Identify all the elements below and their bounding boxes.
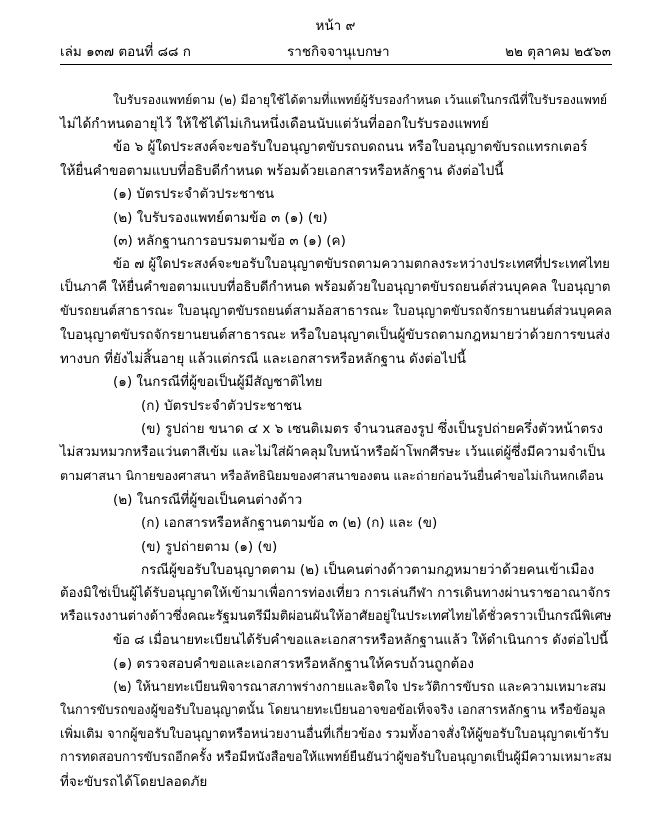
sub-list-item: (ข) รูปถ่ายตาม (๑) (ข) — [141, 539, 278, 555]
paragraph-line: ไม่สวมหมวกหรือแว่นตาสีเข้ม และไม่ใส่ผ้าคลุมใบหน้าหรือผ้าโพกศีรษะ เว้นแต่ผู้ซึ่งมีความจำเป็น — [60, 445, 606, 460]
paragraph-line: ขับรถยนต์สาธารณะ ใบอนุญาตขับรถยนต์สามล้อสาธารณะ ใบอนุญาตขับรถจักรยานยนต์ส่วนบุคคล — [60, 304, 612, 319]
list-item: (๑) ตรวจสอบคำขอและเอกสารหรือหลักฐานให้ครบถ้วนถูกต้อง — [113, 656, 474, 672]
page-number: หน้า ๙ — [315, 18, 356, 34]
header-rule — [60, 64, 612, 65]
gazette-date: ๒๒ ตุลาคม ๒๕๖๓ — [505, 44, 611, 60]
paragraph-line: การทดสอบการขับรถอีกครั้ง หรือมีหนังสือขอให้แพทย์ยืนยันว่าผู้ขอรับใบอนุญาตเป็นผู้มีความเหมาะสม — [60, 750, 612, 765]
paragraph-line: ต้องมิใช่เป็นผู้ได้รับอนุญาตให้เข้ามาเพื่อการท่องเที่ยว การเล่นกีฬา การเดินทางผ่านราชอาณาจักร — [60, 586, 611, 601]
paragraph-line: เป็นภาคี ให้ยื่นคำขอตามแบบที่อธิบดีกำหนด พร้อมด้วยใบอนุญาตขับรถยนต์ส่วนบุคคล ใบอนุญาต — [60, 280, 611, 295]
paragraph-line: ที่จะขับรถได้โดยปลอดภัย — [60, 774, 208, 790]
paragraph-line: กรณีผู้ขอรับใบอนุญาตตาม (๒) เป็นคนต่างด้าวตามกฎหมายว่าด้วยคนเข้าเมือง — [141, 562, 595, 578]
gazette-volume: เล่ม ๑๓๗ ตอนที่ ๘๘ ก — [60, 44, 191, 60]
list-item: (๑) บัตรประจำตัวประชาชน — [113, 186, 275, 202]
list-item: (๒) ให้นายทะเบียนพิจารณาสภาพร่างกายและจิตใจ ประวัติการขับรถ และความเหมาะสม — [113, 680, 607, 695]
paragraph-line: ใบรับรองแพทย์ตาม (๒) มีอายุใช้ได้ตามที่แพทย์ผู้รับรองกำหนด เว้นแต่ในกรณีที่ใบรับรองแพทย์ — [113, 93, 608, 107]
list-item: (๓) หลักฐานการอบรมตามข้อ ๓ (๑) (ค) — [113, 233, 346, 249]
paragraph-line: ให้ยื่นคำขอตามแบบที่อธิบดีกำหนด พร้อมด้วยเอกสารหรือหลักฐาน ดังต่อไปนี้ — [60, 163, 504, 179]
paragraph-line: ใบอนุญาตขับรถจักรยานยนต์สาธารณะ หรือใบอนุญาตเป็นผู้ขับรถตามกฎหมายว่าด้วยการขนส่ง — [60, 327, 611, 343]
paragraph-line: ในการขับรถของผู้ขอรับใบอนุญาตนั้น โดยนายทะเบียนอาจขอข้อเท็จจริง เอกสารหลักฐาน หรือข้อมูล — [60, 703, 606, 718]
clause-6-heading: ข้อ ๖ ผู้ใดประสงค์จะขอรับใบอนุญาตขับรถบดถนน หรือใบอนุญาตขับรถแทรกเตอร์ — [113, 139, 588, 155]
paragraph-line: ไม่ได้กำหนดอายุไว้ ให้ใช้ได้ไม่เกินหนึ่งเดือนนับแต่วันที่ออกใบรับรองแพทย์ — [60, 116, 489, 132]
paragraph-line: เพิ่มเติม จากผู้ขอรับใบอนุญาตหรือหน่วยงานอื่นที่เกี่ยวข้อง รวมทั้งอาจสั่งให้ผู้ขอรับใบอนุญาตเข้ารับ — [60, 727, 609, 742]
clause-7-heading: ข้อ ๗ ผู้ใดประสงค์จะขอรับใบอนุญาตขับรถตามความตกลงระหว่างประเทศที่ประเทศไทย — [113, 257, 610, 272]
sub-list-item: (ก) เอกสารหรือหลักฐานตามข้อ ๓ (๒) (ก) และ (ข) — [141, 515, 438, 531]
paragraph-line: หรือแรงงานต่างด้าวซึ่งคณะรัฐมนตรีมีมติผ่อนผันให้อาศัยอยู่ในประเทศไทยได้ชั่วคราวเป็นกรณีพิเศษ — [60, 609, 612, 624]
sub-list-item: (ข) รูปถ่าย ขนาด ๔ x ๖ เซนติเมตร จำนวนสองรูป ซึ่งเป็นรูปถ่ายครึ่งตัวหน้าตรง — [141, 421, 603, 437]
sub-list-item: (ก) บัตรประจำตัวประชาชน — [141, 398, 302, 414]
list-item: (๒) ใบรับรองแพทย์ตามข้อ ๓ (๑) (ข) — [113, 210, 328, 226]
paragraph-line: ตามศาสนา นิกายของศาสนา หรือลัทธินิยมของศาสนาของตน และถ่ายก่อนวันยื่นคำขอไม่เกินหกเดือน — [60, 468, 604, 483]
gazette-title: ราชกิจจานุเบกษา — [287, 44, 390, 60]
list-item: (๒) ในกรณีที่ผู้ขอเป็นคนต่างด้าว — [113, 492, 303, 508]
list-item: (๑) ในกรณีที่ผู้ขอเป็นผู้มีสัญชาติไทย — [113, 374, 323, 390]
paragraph-line: ทางบก ที่ยังไม่สิ้นอายุ แล้วแต่กรณี และเอกสารหรือหลักฐาน ดังต่อไปนี้ — [60, 351, 466, 367]
clause-8-heading: ข้อ ๘ เมื่อนายทะเบียนได้รับคำขอและเอกสารหรือหลักฐานแล้ว ให้ดำเนินการ ดังต่อไปนี้ — [113, 633, 609, 648]
